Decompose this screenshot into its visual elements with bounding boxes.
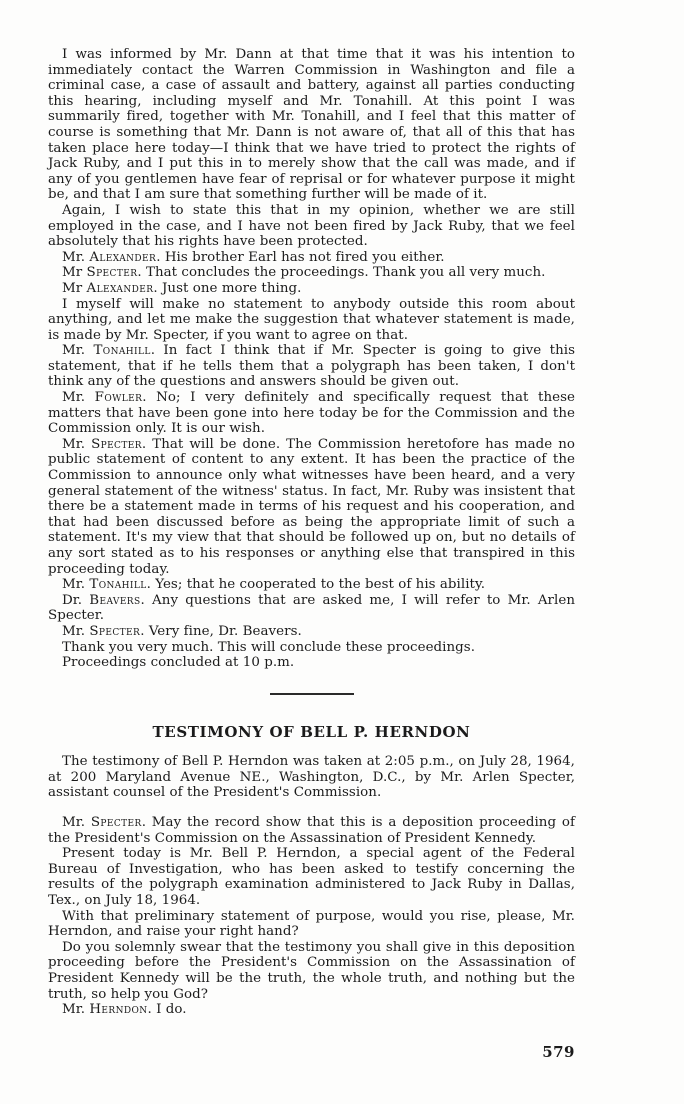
paragraph: With that preliminary statement of purpose, would you rise, please, Mr. Herndon, and raise your right hand? <box>48 908 575 940</box>
paragraph: I myself will make no statement to anybody outside this room about anything, and let me make the suggestion that whatever statement is made, is made by Mr. Specter, if you want to agree on that. <box>48 296 575 343</box>
paragraph: Mr Alexander. Just one more thing. <box>62 280 302 296</box>
paragraph: Mr. Herndon. I do. <box>62 1002 187 1018</box>
speaker-name: Fowler <box>94 390 143 406</box>
paragraph: Mr. Tonahill. Yes; that he cooperated to the best of his ability. <box>62 577 486 593</box>
speaker-name: Specter <box>89 623 141 639</box>
paragraph: The testimony of Bell P. Herndon was taken at 2:05 p.m., on July 28, 1964, at 200 Maryland Avenue NE., Washington, D.C., by Mr. Arlen Specter, assistant counsel of the President's Commission. <box>48 754 575 801</box>
preamble-section <box>48 754 575 801</box>
speaker-label: Mr. Herndon. <box>62 1002 152 1018</box>
paragraph: Present today is Mr. Bell P. Herndon, a special agent of the Federal Bureau of Investigation, who has been asked to testify concerning the results of the polygraph examination administered to Jack Ruby in Dallas, Tex., on July 18, 1964. <box>48 846 575 908</box>
text-column <box>48 47 575 1061</box>
testimony-heading: TESTIMONY OF BELL P. HERNDON <box>152 723 471 742</box>
paragraph: Mr. Fowler. No; I very definitely and specifically request that these matters that have been gone into here today be for the Commission and the Commission only. It is our wish. <box>48 390 575 437</box>
paragraph: Mr. Alexander. His brother Earl has not fired you either. <box>62 249 445 265</box>
paragraph: Thank you very much. This will conclude these proceedings. <box>62 639 476 655</box>
speaker-label: Mr. Specter. <box>62 436 147 452</box>
paragraph: Proceedings concluded at 10 p.m. <box>62 655 295 671</box>
speaker-name: Alexander <box>89 249 157 265</box>
paragraph: Mr. Specter. May the record show that this is a deposition proceeding of the President's Commission on the Assassination of President Kennedy. <box>48 815 575 846</box>
speaker-label: Mr Alexander. <box>62 280 158 296</box>
speaker-name: Herndon <box>89 1002 148 1018</box>
paragraph: Again, I wish to state this that in my opinion, whether we are still employed in the case, and I have not been fired by Jack Ruby, that we feel absolutely that his rights have been protected. <box>48 202 575 250</box>
speaker-name: Tonahill <box>89 577 147 593</box>
speaker-name: Tonahill <box>93 343 151 359</box>
speaker-label: Mr. Alexander. <box>62 249 161 265</box>
speaker-name: Specter <box>86 265 138 281</box>
speaker-label: Dr. Beavers. <box>62 592 145 608</box>
paragraph: Mr. Specter. That will be done. The Commission heretofore has made no public statement of content to any extent. It has been the practice of the Commission to announce only what witnesses have been heard, and a very general statement of the witness' status. In fact, Mr. Ruby was insistent that there be a statement made in terms of his request and his cooperation, and that had been discussed before as being the appropriate limit of such a statement. It's my view that that should be followed up on, but no details of any sort stated as to his responses or anything else that transpired in this proceeding today. <box>48 436 575 577</box>
speaker-name: Specter <box>91 436 142 452</box>
paragraph: Mr. Tonahill. In fact I think that if Mr. Specter is going to give this statement, that if he tells them that a polygraph has been taken, I don't think any of the questions and answers should be given out. <box>48 343 575 390</box>
transcript-top-section <box>48 47 575 671</box>
speaker-label: Mr Specter. <box>62 265 142 281</box>
speaker-name: Alexander <box>86 280 154 296</box>
transcript-bottom-section <box>48 815 575 1018</box>
speaker-label: Mr. Tonahill. <box>62 343 156 359</box>
paragraph: Dr. Beavers. Any questions that are asked me, I will refer to Mr. Arlen Specter. <box>48 592 575 624</box>
speaker-name: Beavers <box>89 592 141 608</box>
speaker-label: Mr. Specter. <box>62 815 146 831</box>
paragraph: Mr Specter. That concludes the proceedings. Thank you all very much. <box>62 265 546 281</box>
paragraph: I was informed by Mr. Dann at that time that it was his intention to immediately contact the Warren Commission in Washington and file a criminal case, a case of assault and battery, against all parties conducting this hearing, including myself and Mr. Tonahill. At this point I was summarily fired, together with Mr. Tonahill, and I feel that this matter of course is something that Mr. Dann is not aware of, that all of this that has taken place here today—I think that we have tried to protect the rights of Jack Ruby, and I put this in to merely show that the call was made, and if any of you gentlemen have fear of reprisal or for whatever purpose it might be, and that I am sure that something further will be made of it. <box>48 47 575 203</box>
section-divider <box>270 693 354 696</box>
paragraph: Mr. Specter. Very fine, Dr. Beavers. <box>62 623 302 639</box>
speaker-label: Mr. Specter. <box>62 623 145 639</box>
speaker-label: Mr. Tonahill. <box>62 577 151 593</box>
page-number: 579 <box>542 1042 575 1061</box>
speaker-label: Mr. Fowler. <box>62 390 147 406</box>
speaker-name: Specter <box>90 815 142 831</box>
paragraph: Do you solemnly swear that the testimony you shall give in this deposition proceeding before the President's Commission on the Assassination of President Kennedy will be the truth, the whole truth, and nothing but the truth, so help you God? <box>48 939 575 1002</box>
